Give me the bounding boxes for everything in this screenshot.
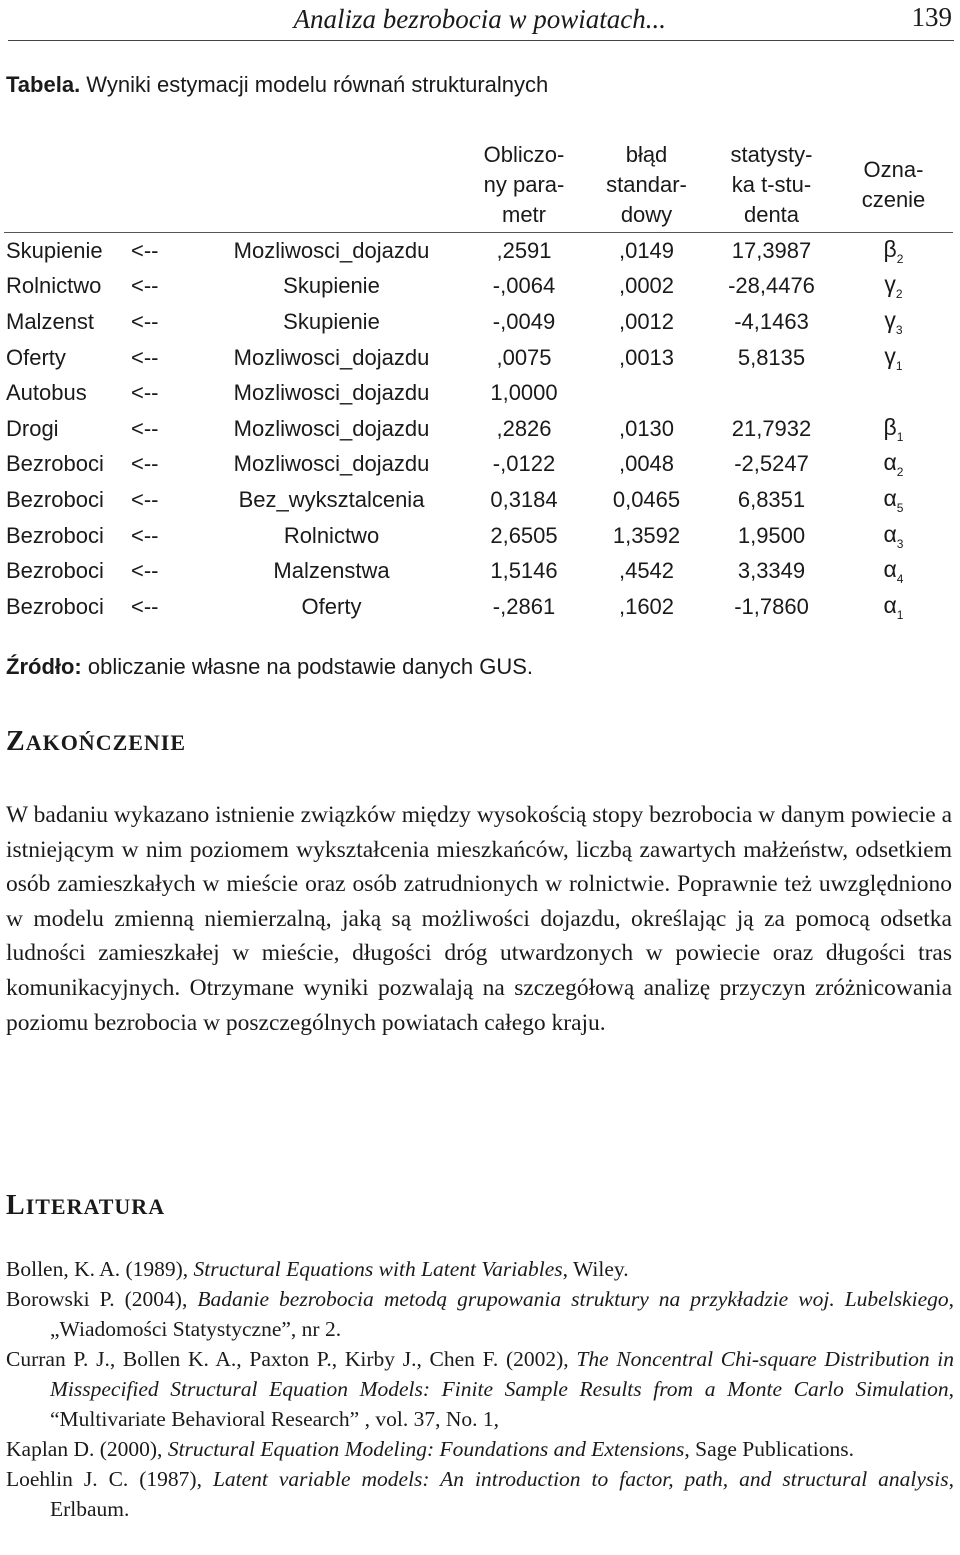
cell-estimate: 1,5146 — [490, 558, 558, 584]
reference-authors: Borowski P. (2004), — [6, 1287, 198, 1311]
cell-dependent: Bezroboci — [6, 558, 104, 584]
source-text: obliczanie własne na podstawie danych GUS. — [81, 654, 534, 679]
symbol-letter: γ — [884, 271, 896, 298]
header-empty — [129, 132, 199, 233]
page-header — [8, 0, 954, 41]
cell-arrow: <-- — [131, 451, 159, 477]
table-row — [4, 233, 953, 269]
symbol-letter: γ — [884, 306, 896, 333]
caption-text: Wyniki estymacji modelu równań strukturalnych — [80, 72, 549, 97]
symbol-index: 2 — [896, 465, 904, 480]
cell-t-statistic: 6,8351 — [737, 486, 806, 512]
table-row — [4, 518, 953, 554]
symbol-letter: α — [883, 484, 897, 511]
table-header-row — [4, 132, 953, 233]
symbol-letter: α — [883, 556, 897, 583]
cell-arrow: <-- — [131, 344, 159, 370]
reference-details: , Erlbaum. — [50, 1467, 954, 1521]
reference-item — [6, 1464, 954, 1524]
results-table — [4, 132, 953, 625]
reference-item — [6, 1434, 954, 1464]
cell-estimate: ,2591 — [496, 237, 552, 263]
conclusion-paragraph: W badaniu wykazano istnienie związków między wysokością stopy bezrobocia w danym powiecie a istniejącym w nim poziomem wykształcenia mieszkańców, liczbą zawartych małżeństw, odsetkiem osób zamieszkałych w mieście oraz osób zatrudnionych w rolnictwie. Poprawnie też uwzględniono w modelu zmienną niemierzalną, jaką są możliwości dojazdu, określając ją za pomocą odsetka ludności zamieszkałej w mieście, długości dróg utwardzonych w powiecie oraz długości tras komunikacyjnych. Otrzymane wyniki pozwalają na szczegółową analizę przyczyn zróżnicowania poziomu bezrobocia w poszczególnych powiatach całego kraju. — [6, 802, 952, 1036]
symbol-index: 3 — [895, 322, 903, 337]
symbol-index: 1 — [895, 358, 903, 373]
cell-std-error: ,4542 — [618, 558, 675, 584]
table-row — [4, 553, 953, 589]
symbol-index: 2 — [895, 287, 903, 302]
cell-estimate: 1,0000 — [490, 380, 558, 406]
literature-heading: LITERATURA — [6, 1190, 166, 1221]
cell-dependent: Oferty — [6, 344, 66, 370]
reference-item — [6, 1344, 954, 1434]
cell-predictor: Bez_wyksztalcenia — [238, 486, 425, 512]
page-number: 139 — [911, 2, 952, 32]
conclusion-heading: ZAKOŃCZENIE — [6, 726, 187, 757]
cell-predictor: Mozliwosci_dojazdu — [233, 237, 430, 263]
cell-arrow: <-- — [131, 593, 159, 619]
cell-t-statistic: -28,4476 — [728, 273, 815, 299]
table-row — [4, 340, 953, 376]
cell-dependent: Bezroboci — [6, 522, 104, 548]
table-row — [4, 589, 953, 625]
cell-predictor: Rolnictwo — [283, 522, 380, 548]
cell-std-error: ,0149 — [618, 237, 675, 263]
symbol-index: 3 — [896, 536, 904, 551]
cell-arrow: <-- — [131, 308, 159, 334]
cell-t-statistic: 5,8135 — [737, 344, 806, 370]
reference-title: Latent variable models: An introduction to factor, path, and structural analysis — [212, 1467, 949, 1491]
cell-dependent: Drogi — [6, 415, 59, 441]
reference-details: , „Wiadomości Statystyczne”, nr 2. — [50, 1287, 954, 1341]
cell-symbol — [834, 304, 953, 340]
cell-predictor: Mozliwosci_dojazdu — [233, 451, 430, 477]
cell-t-statistic: 21,7932 — [731, 415, 812, 441]
cell-t-statistic: -1,7860 — [734, 593, 809, 619]
cell-estimate: 2,6505 — [490, 522, 558, 548]
cell-std-error: ,0130 — [618, 415, 675, 441]
cell-std-error — [584, 375, 709, 411]
cell-std-error: ,1602 — [618, 593, 675, 619]
cell-dependent: Bezroboci — [6, 486, 104, 512]
cell-estimate: ,0075 — [496, 344, 552, 370]
cell-std-error: 0,0465 — [612, 486, 681, 512]
cell-symbol — [834, 233, 953, 269]
table-row — [4, 411, 953, 447]
reference-title: Badanie bezrobocia metodą grupowania struktury na przykładzie woj. Lubelskiego — [197, 1287, 949, 1311]
cell-dependent: Malzenst — [6, 308, 95, 334]
header-estimate: Obliczo- ny para- metr — [464, 132, 584, 233]
reference-authors: Kaplan D. (2000), — [6, 1437, 168, 1461]
symbol-letter: α — [883, 449, 897, 476]
cell-estimate: ,2826 — [496, 415, 552, 441]
cell-estimate: -,0064 — [492, 273, 556, 299]
cell-arrow: <-- — [131, 415, 159, 441]
cell-estimate: -,0122 — [492, 451, 556, 477]
cell-symbol — [834, 340, 953, 376]
cell-std-error: ,0012 — [618, 308, 675, 334]
reference-list — [6, 1254, 954, 1524]
cell-dependent: Bezroboci — [6, 593, 104, 619]
cell-t-statistic — [709, 375, 834, 411]
cell-dependent: Bezroboci — [6, 451, 104, 477]
header-t-statistic: statysty- ka t-stu- denta — [709, 132, 834, 233]
reference-item — [6, 1254, 954, 1284]
header-empty — [199, 132, 464, 233]
reference-title: Structural Equations with Latent Variables — [193, 1257, 563, 1281]
table-body — [4, 233, 953, 625]
reference-title: The Noncentral Chi-square Distribution in Misspecified Structural Equation Models: Finite Sample Results from a Monte Carlo Simulation — [50, 1347, 954, 1401]
caption-label: Tabela. — [6, 72, 81, 97]
header-symbol: Ozna- czenie — [834, 132, 953, 233]
cell-predictor: Skupienie — [283, 273, 380, 299]
cell-estimate: -,0049 — [492, 308, 556, 334]
cell-estimate: -,2861 — [492, 593, 556, 619]
cell-t-statistic: -4,1463 — [734, 308, 809, 334]
table-source — [6, 654, 533, 680]
cell-arrow: <-- — [131, 273, 159, 299]
reference-title: Structural Equation Modeling: Foundations and Extensions — [167, 1437, 685, 1461]
symbol-index: 1 — [896, 429, 904, 444]
reference-item — [6, 1284, 954, 1344]
cell-symbol — [834, 482, 953, 518]
table-row — [4, 375, 953, 411]
table-row — [4, 447, 953, 483]
cell-predictor: Skupienie — [283, 308, 380, 334]
cell-predictor: Mozliwosci_dojazdu — [233, 380, 430, 406]
symbol-letter: β — [883, 235, 897, 262]
symbol-index: 5 — [896, 500, 904, 515]
cell-symbol — [834, 589, 953, 625]
cell-predictor: Oferty — [301, 593, 362, 619]
cell-t-statistic: 1,9500 — [737, 522, 806, 548]
cell-symbol — [834, 518, 953, 554]
table-row — [4, 269, 953, 305]
reference-details: , Wiley. — [562, 1257, 629, 1281]
header-std-error: błąd standar- dowy — [584, 132, 709, 233]
cell-symbol — [834, 411, 953, 447]
cell-dependent: Autobus — [6, 380, 87, 406]
cell-arrow: <-- — [131, 380, 159, 406]
cell-arrow: <-- — [131, 522, 159, 548]
table-caption — [6, 72, 548, 98]
cell-std-error: 1,3592 — [612, 522, 681, 548]
cell-dependent: Skupienie — [6, 237, 103, 263]
cell-arrow: <-- — [131, 486, 159, 512]
running-title: Analiza bezrobocia w powiatach... — [293, 4, 666, 34]
cell-dependent: Rolnictwo — [6, 273, 102, 299]
cell-t-statistic: 3,3349 — [737, 558, 806, 584]
reference-authors: Bollen, K. A. (1989), — [6, 1257, 194, 1281]
reference-authors: Curran P. J., Bollen K. A., Paxton P., Kirby J., Chen F. (2002), — [6, 1347, 577, 1371]
cell-arrow: <-- — [131, 237, 159, 263]
symbol-letter: γ — [884, 342, 896, 369]
cell-symbol — [834, 553, 953, 589]
symbol-index: 1 — [896, 607, 904, 622]
cell-t-statistic: 17,3987 — [731, 237, 812, 263]
table-row — [4, 482, 953, 518]
cell-arrow: <-- — [131, 558, 159, 584]
reference-details: , “Multivariate Behavioral Research” , vol. 37, No. 1, — [50, 1377, 954, 1431]
symbol-letter: α — [883, 520, 897, 547]
symbol-index: 4 — [896, 572, 904, 587]
cell-predictor: Mozliwosci_dojazdu — [233, 344, 430, 370]
reference-authors: Loehlin J. C. (1987), — [6, 1467, 213, 1491]
cell-predictor: Malzenstwa — [273, 558, 390, 584]
reference-details: , Sage Publications. — [684, 1437, 854, 1461]
cell-t-statistic: -2,5247 — [734, 451, 809, 477]
cell-symbol — [834, 447, 953, 483]
header-empty — [4, 132, 129, 233]
cell-std-error: ,0002 — [618, 273, 675, 299]
cell-symbol — [834, 269, 953, 305]
cell-predictor: Mozliwosci_dojazdu — [233, 415, 430, 441]
cell-estimate: 0,3184 — [490, 486, 558, 512]
table-row — [4, 304, 953, 340]
symbol-index: 2 — [896, 251, 904, 266]
cell-std-error: ,0048 — [618, 451, 675, 477]
cell-std-error: ,0013 — [618, 344, 675, 370]
symbol-letter: α — [883, 591, 897, 618]
cell-symbol — [834, 375, 953, 411]
symbol-letter: β — [883, 413, 897, 440]
source-label: Źródło: — [6, 654, 82, 679]
